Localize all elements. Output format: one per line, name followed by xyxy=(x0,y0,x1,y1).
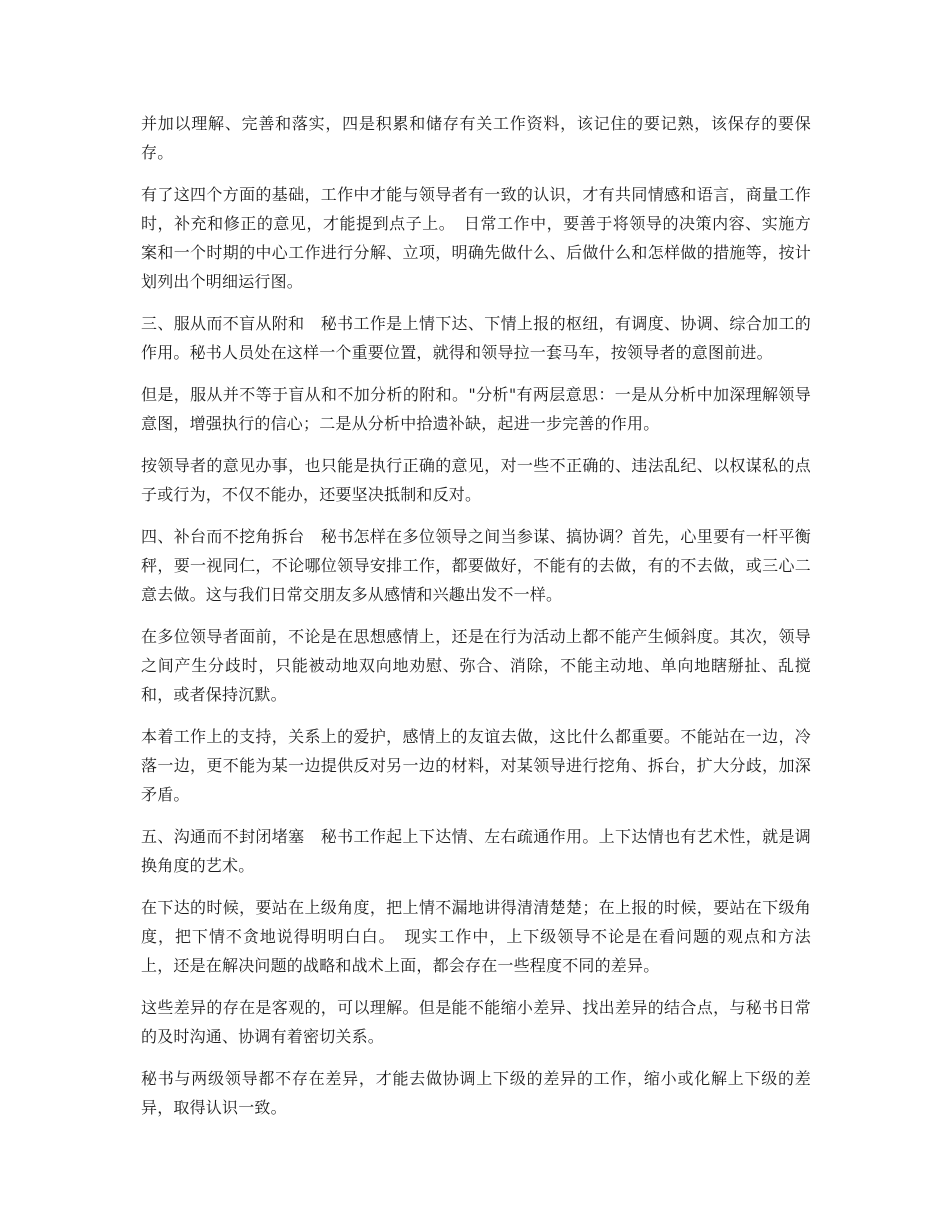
paragraph: 秘书与两级领导都不存在差异，才能去做协调上下级的差异的工作，缩小或化解上下级的差异，取得认识一致。 xyxy=(141,1069,811,1117)
paragraph: 在下达的时候，要站在上级角度，把上情不漏地讲得清清楚楚；在上报的时候，要站在下级角度，把下情不贪地说得明明白白。 现实工作中，上下级领导不论是在看问题的观点和方法上，还是在解决问题的战略和战术上面，都会存在一些程度不同的差异。 xyxy=(141,898,811,975)
paragraph: 并加以理解、完善和落实，四是积累和储存有关工作资料，该记住的要记熟，该保存的要保存。 xyxy=(141,114,811,162)
paragraph: 但是，服从并不等于盲从和不加分析的附和。"分析"有两层意思：一是从分析中加深理解领导意图，增强执行的信心；二是从分析中拾遗补缺，起进一步完善的作用。 xyxy=(141,385,811,433)
paragraph: 五、沟通而不封闭堵塞 秘书工作起上下达情、左右疏通作用。上下达情也有艺术性，就是调换角度的艺术。 xyxy=(141,827,811,875)
paragraph: 在多位领导者面前，不论是在思想感情上，还是在行为活动上都不能产生倾斜度。其次，领导之间产生分歧时，只能被动地双向地劝慰、弥合、消除，不能主动地、单向地瞎掰扯、乱搅和，或者保持沉默。 xyxy=(141,627,811,704)
paragraph: 按领导者的意见办事，也只能是执行正确的意见，对一些不正确的、违法乱纪、以权谋私的点子或行为，不仅不能办，还要坚决抵制和反对。 xyxy=(141,456,811,504)
document-body xyxy=(141,109,811,1135)
paragraph: 有了这四个方面的基础，工作中才能与领导者有一致的认识，才有共同情感和语言，商量工作时，补充和修正的意见，才能提到点子上。 日常工作中，要善于将领导的决策内容、实施方案和一个时期的中心工作进行分解、立项，明确先做什么、后做什么和怎样做的措施等，按计划列出个明细运行图。 xyxy=(141,185,811,291)
paragraph: 这些差异的存在是客观的，可以理解。但是能不能缩小差异、找出差异的结合点，与秘书日常的及时沟通、协调有着密切关系。 xyxy=(141,998,811,1046)
paragraph: 三、服从而不盲从附和 秘书工作是上情下达、下情上报的枢纽，有调度、协调、综合加工的作用。秘书人员处在这样一个重要位置，就得和领导拉一套马车，按领导者的意图前进。 xyxy=(141,314,811,362)
paragraph: 本着工作上的支持，关系上的爱护，感情上的友谊去做，这比什么都重要。不能站在一边，冷落一边，更不能为某一边提供反对另一边的材料，对某领导进行挖角、拆台，扩大分歧，加深矛盾。 xyxy=(141,727,811,804)
paragraph: 四、补台而不挖角拆台 秘书怎样在多位领导之间当参谋、搞协调？首先，心里要有一杆平衡秤，要一视同仁，不论哪位领导安排工作，都要做好，不能有的去做，有的不去做，或三心二意去做。这与我们日常交朋友多从感情和兴趣出发不一样。 xyxy=(141,527,811,604)
